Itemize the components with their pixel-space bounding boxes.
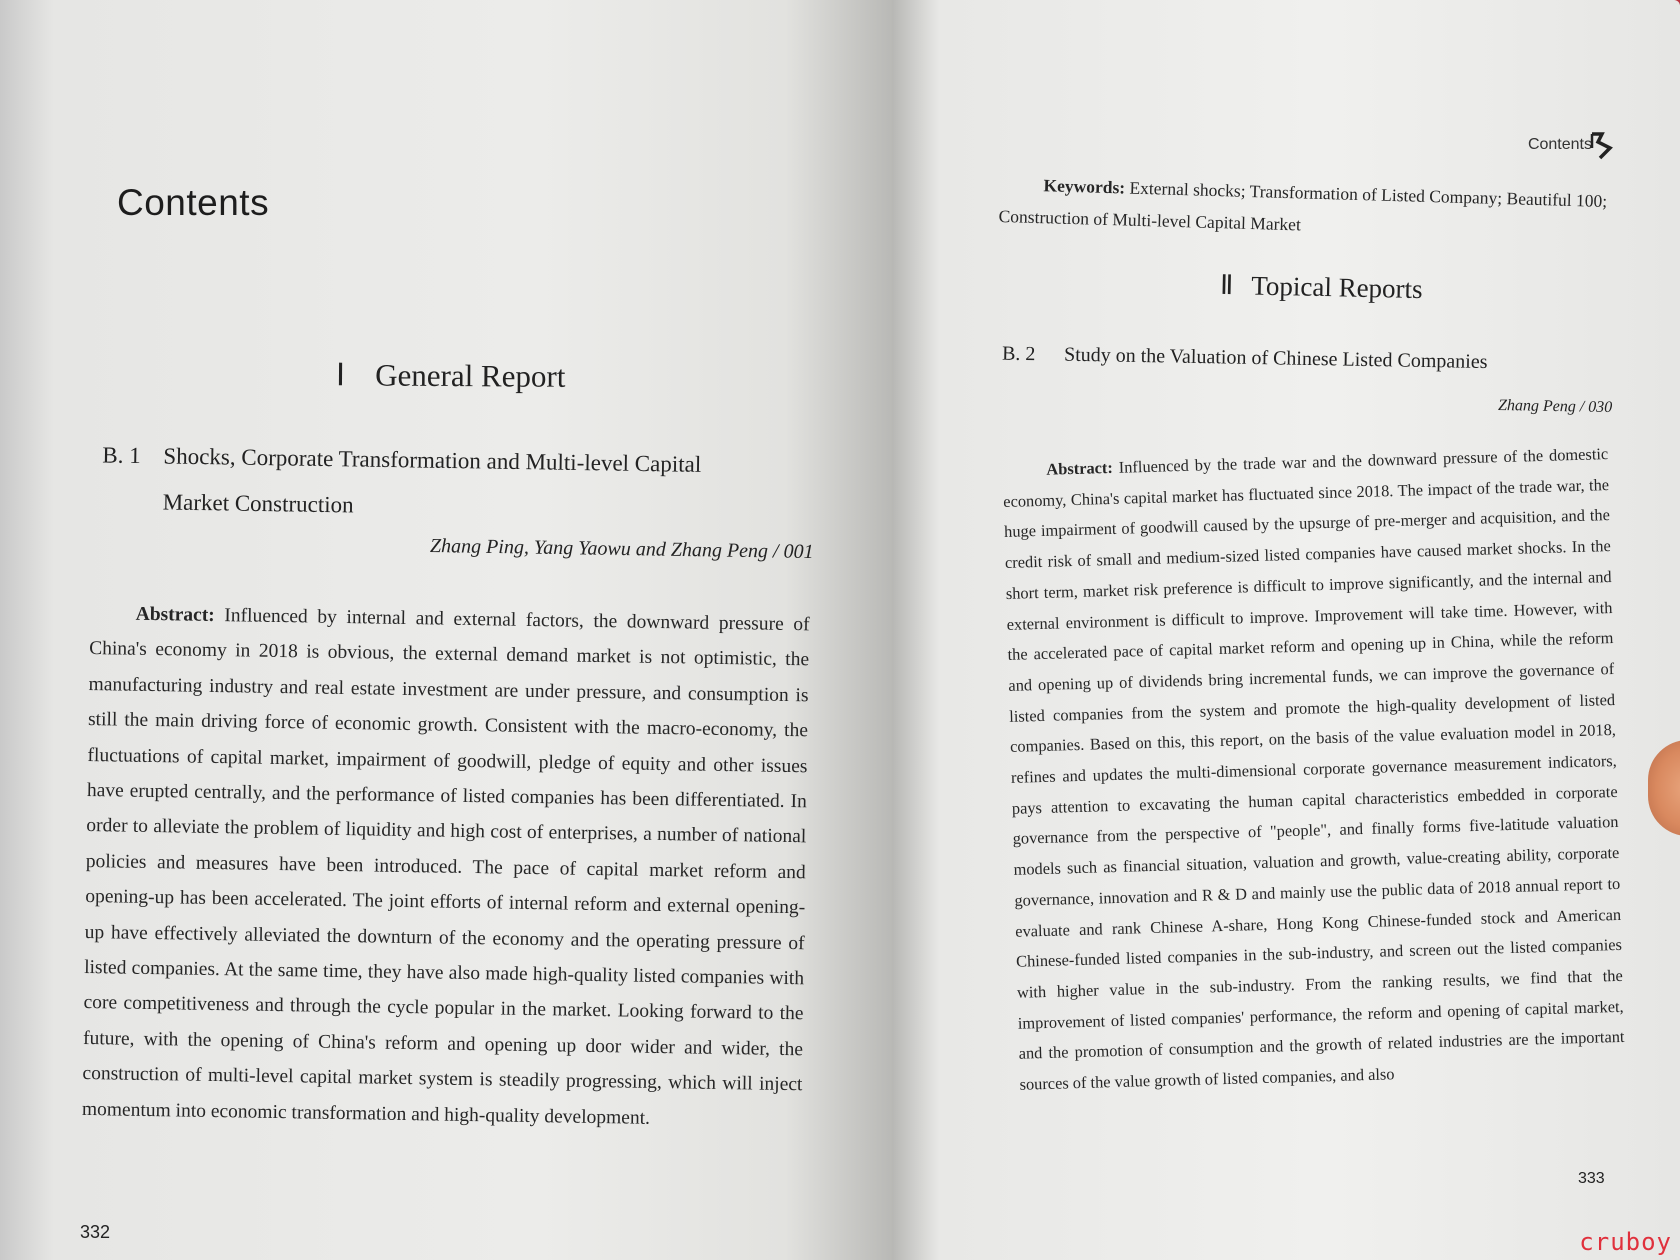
part-title: Topical Reports [1251, 270, 1423, 305]
part-heading-general-report [336, 357, 566, 395]
chapter-mark-icon [1588, 128, 1618, 162]
part-numeral: Ⅱ [1219, 269, 1234, 301]
keywords-text: External shocks; Transformation of Listed Company; Beautiful 100; Construction of Multi-level Capital Market [998, 177, 1608, 235]
page-number: 332 [80, 1222, 111, 1242]
entry-authors: Zhang Peng / 030 [1497, 397, 1613, 416]
abstract-label: Abstract: [1046, 457, 1114, 479]
abstract-paragraph [82, 596, 810, 1138]
entry-title-line2: Market Construction [162, 489, 354, 518]
keywords-label: Keywords: [1043, 175, 1126, 198]
entry-code: B. 2 [1001, 342, 1036, 366]
entry-title: Study on the Valuation of Chinese Listed Companies [1063, 343, 1488, 374]
entry-title-line1: Shocks, Corporate Transformation and Multi-level Capital [163, 443, 702, 477]
abstract-paragraph [1002, 439, 1626, 1100]
abstract-label: Abstract: [135, 603, 215, 626]
running-head: Contents [1527, 136, 1592, 153]
thumb-finger [1648, 740, 1680, 836]
abstract-text: Influenced by the trade war and the downward pressure of the domestic economy, China's capital market has fluctuated since 2018. The impact of the trade war, the huge impairment of goodwill caused by the upsurge of pre-merger and acquisition, and the credit risk of small and medium-sized listed companies have caused market shocks. In the short term, market risk preference is difficult to improve significantly, and the internal and external environment is difficult to improve. Improvement will take time. However, with the accelerated pace of capital market reform and opening up in China, while the reform and opening up of dividends bring incremental funds, we can improve the governance of listed companies from the system and promote the high-quality development of listed companies. Based on this, this report, on the basis of the value evaluation model in 2018, refines and updates the multi-dimensional corporate governance measurement indicators, pays attention to excavating the human capital characteristics embedded in corporate governance from the perspective of "people", and finally forms five-latitude valuation models such as financial situation, valuation and growth, value-creating ability, corporate governance, innovation and R & D and mainly use the public data of 2018 annual report to evaluate and rank Chinese A-share, Hong Kong Chinese-funded stock and American Chinese-funded listed companies in the sub-industry, and screen out the listed companies with higher value in the sub-industry. From the ranking results, we find that the improvement of listed companies' performance, the reform and opening of capital market, and the promotion of consumption and the growth of related industries are the important sources of the value growth of listed companies, and also [1002, 444, 1625, 1094]
contents-heading: Contents [117, 182, 270, 223]
entry-authors: Zhang Ping, Yang Yaowu and Zhang Peng / 001 [430, 534, 815, 564]
toc-entry-b1 [101, 433, 802, 536]
part-numeral: Ⅰ [335, 357, 346, 393]
entry-code: B. 1 [102, 442, 141, 469]
abstract-text: Influenced by internal and external factors, the downward pressure of China's economy in 2018 is obvious, the external demand market is not optimistic, the manufacturing industry and real estate investment are under pressure, and consumption is still the main driving force of economic growth. Consistent with the macro-economy, the fluctuations of capital market, impairment of goodwill, pledge of equity and other issues have erupted centrally, and the performance of listed companies has been differentiated. In order to alleviate the problem of liquidity and high cost of enterprises, a number of national policies and measures have been introduced. The pace of capital market reform and opening-up has been accelerated. The joint efforts of internal reform and external opening-up have effectively alleviated the downturn of the economy and the operating pressure of listed companies. At the same time, they have also made high-quality listed companies with core competitiveness and through the cycle popular in the market. Looking forward to the future, with the opening of China's reform and opening up door wider and wider, the construction of multi-level capital market system is steadily progressing, which will inject momentum into economic transformation and high-quality development. [81, 604, 810, 1129]
page-number: 333 [1578, 1170, 1605, 1187]
part-heading-topical-reports [1220, 270, 1423, 305]
part-title: General Report [375, 357, 566, 394]
watermark: cruboy [1579, 1228, 1672, 1256]
